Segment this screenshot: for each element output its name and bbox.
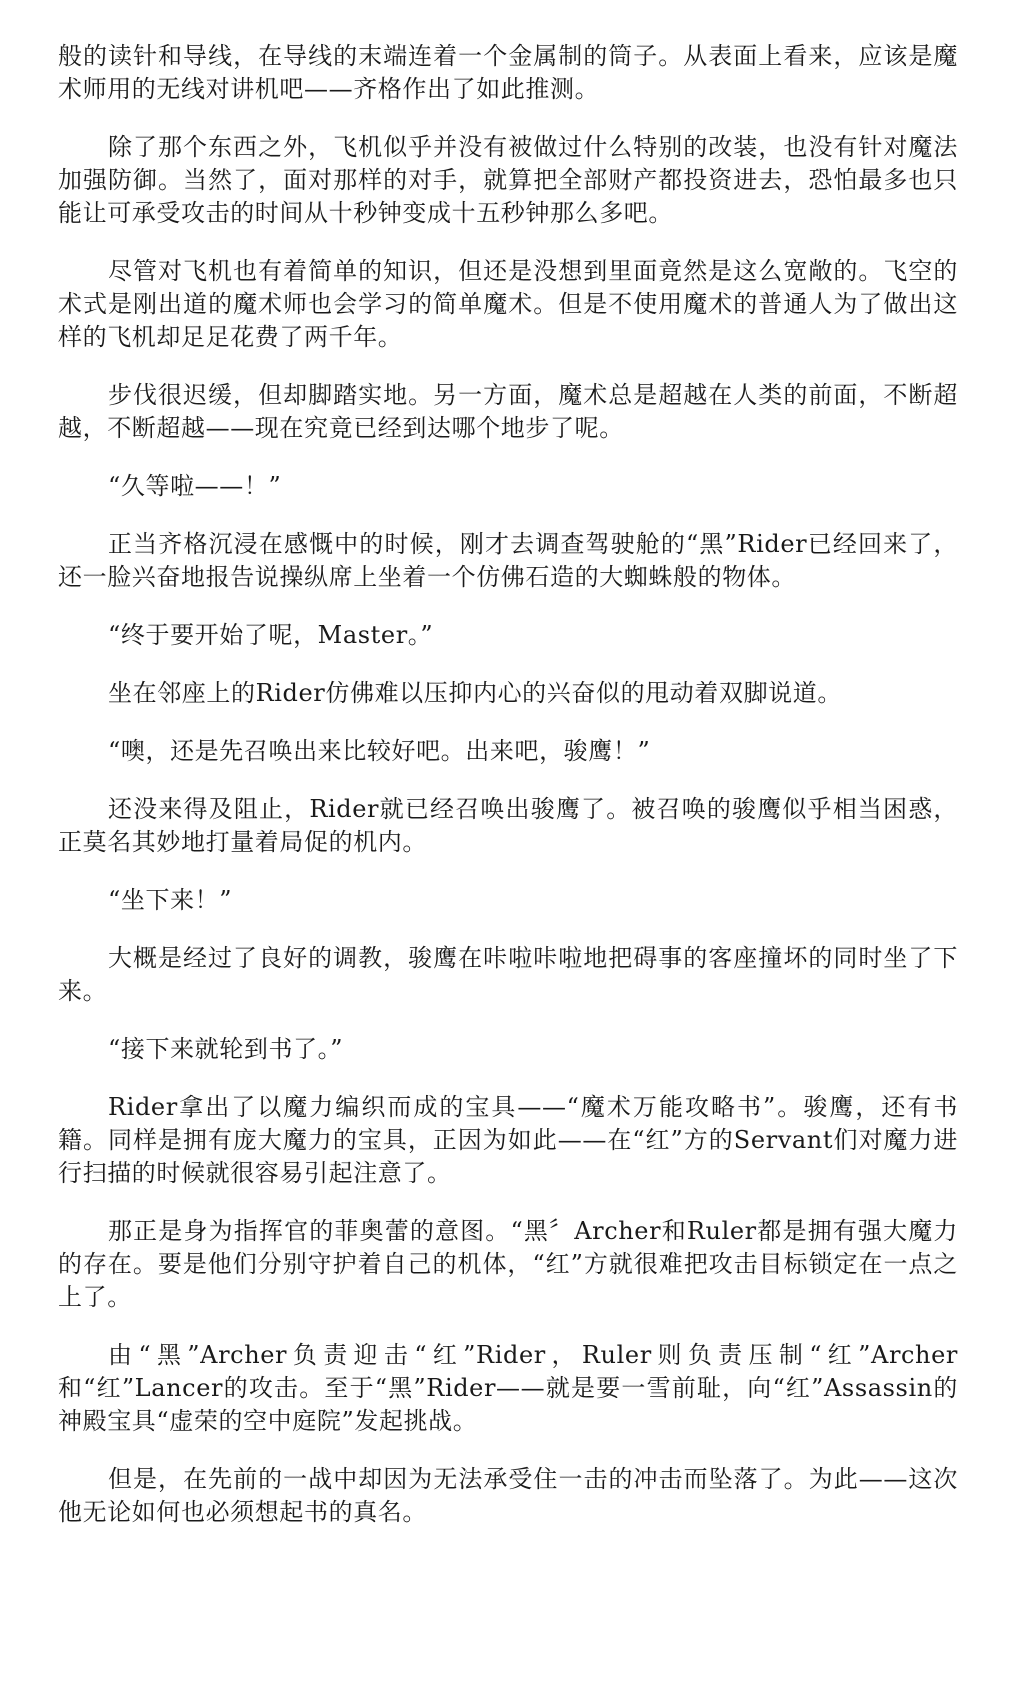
paragraph-4: 步伐很迟缓，但却脚踏实地。另一方面，魔术总是超越在人类的前面，不断超越，不断超越——现在究竟已经到达哪个地步了呢。 bbox=[58, 381, 958, 442]
paragraph-11: “坐下来！” bbox=[108, 886, 233, 914]
paragraph-15: 那正是身为指挥官的菲奥蕾的意图。“黑〞Archer和Ruler都是拥有强大魔力的存在。要是他们分别守护着自己的机体，“红”方就很难把攻击目标锁定在一点之上了。 bbox=[58, 1217, 958, 1311]
paragraph-17: 但是，在先前的一战中却因为无法承受住一击的冲击而坠落了。为此——这次他无论如何也必须想起书的真名。 bbox=[58, 1465, 958, 1526]
paragraph-8: 坐在邻座上的Rider仿佛难以压抑内心的兴奋似的甩动着双脚说道。 bbox=[108, 679, 842, 707]
paragraph-3: 尽管对飞机也有着简单的知识，但还是没想到里面竟然是这么宽敞的。飞空的术式是刚出道的魔术师也会学习的简单魔术。但是不使用魔术的普通人为了做出这样的飞机却足足花费了两千年。 bbox=[58, 257, 958, 351]
paragraph-2: 除了那个东西之外，飞机似乎并没有被做过什么特别的改装，也没有针对魔法加强防御。当然了，面对那样的对手，就算把全部财产都投资进去，恐怕最多也只能让可承受攻击的时间从十秒钟变成十五秒钟那么多吧。 bbox=[58, 133, 958, 227]
paragraph-10: 还没来得及阻止，Rider就已经召唤出骏鹰了。被召唤的骏鹰似乎相当困惑，正莫名其妙地打量着局促的机内。 bbox=[58, 795, 958, 856]
paragraph-6: 正当齐格沉浸在感慨中的时候，刚才去调查驾驶舱的“黑”Rider已经回来了，还一脸兴奋地报告说操纵席上坐着一个仿佛石造的大蜘蛛般的物体。 bbox=[58, 530, 958, 591]
paragraph-14: Rider拿出了以魔力编织而成的宝具——“魔术万能攻略书”。骏鹰，还有书籍。同样是拥有庞大魔力的宝具，正因为如此——在“红”方的Servant们对魔力进行扫描的时候就很容易引起注意了。 bbox=[58, 1093, 958, 1187]
document-page bbox=[58, 40, 958, 1554]
paragraph-12: 大概是经过了良好的调教，骏鹰在咔啦咔啦地把碍事的客座撞坏的同时坐了下来。 bbox=[58, 944, 958, 1005]
paragraph-1: 般的读针和导线，在导线的末端连着一个金属制的筒子。从表面上看来，应该是魔术师用的无线对讲机吧——齐格作出了如此推测。 bbox=[58, 42, 958, 103]
paragraph-9: “噢，还是先召唤出来比较好吧。出来吧，骏鹰！” bbox=[108, 737, 651, 765]
paragraph-13: “接下来就轮到书了。” bbox=[108, 1035, 344, 1063]
paragraph-7: “终于要开始了呢，Master。” bbox=[108, 621, 434, 649]
paragraph-16: 由“黑”Archer负责迎击“红”Rider，Ruler则负责压制“红”Archer和“红”Lancer的攻击。至于“黑”Rider——就是要一雪前耻，向“红”Assassin的神殿宝具“虚荣的空中庭院”发起挑战。 bbox=[58, 1341, 958, 1435]
paragraph-5: “久等啦——！” bbox=[108, 472, 282, 500]
